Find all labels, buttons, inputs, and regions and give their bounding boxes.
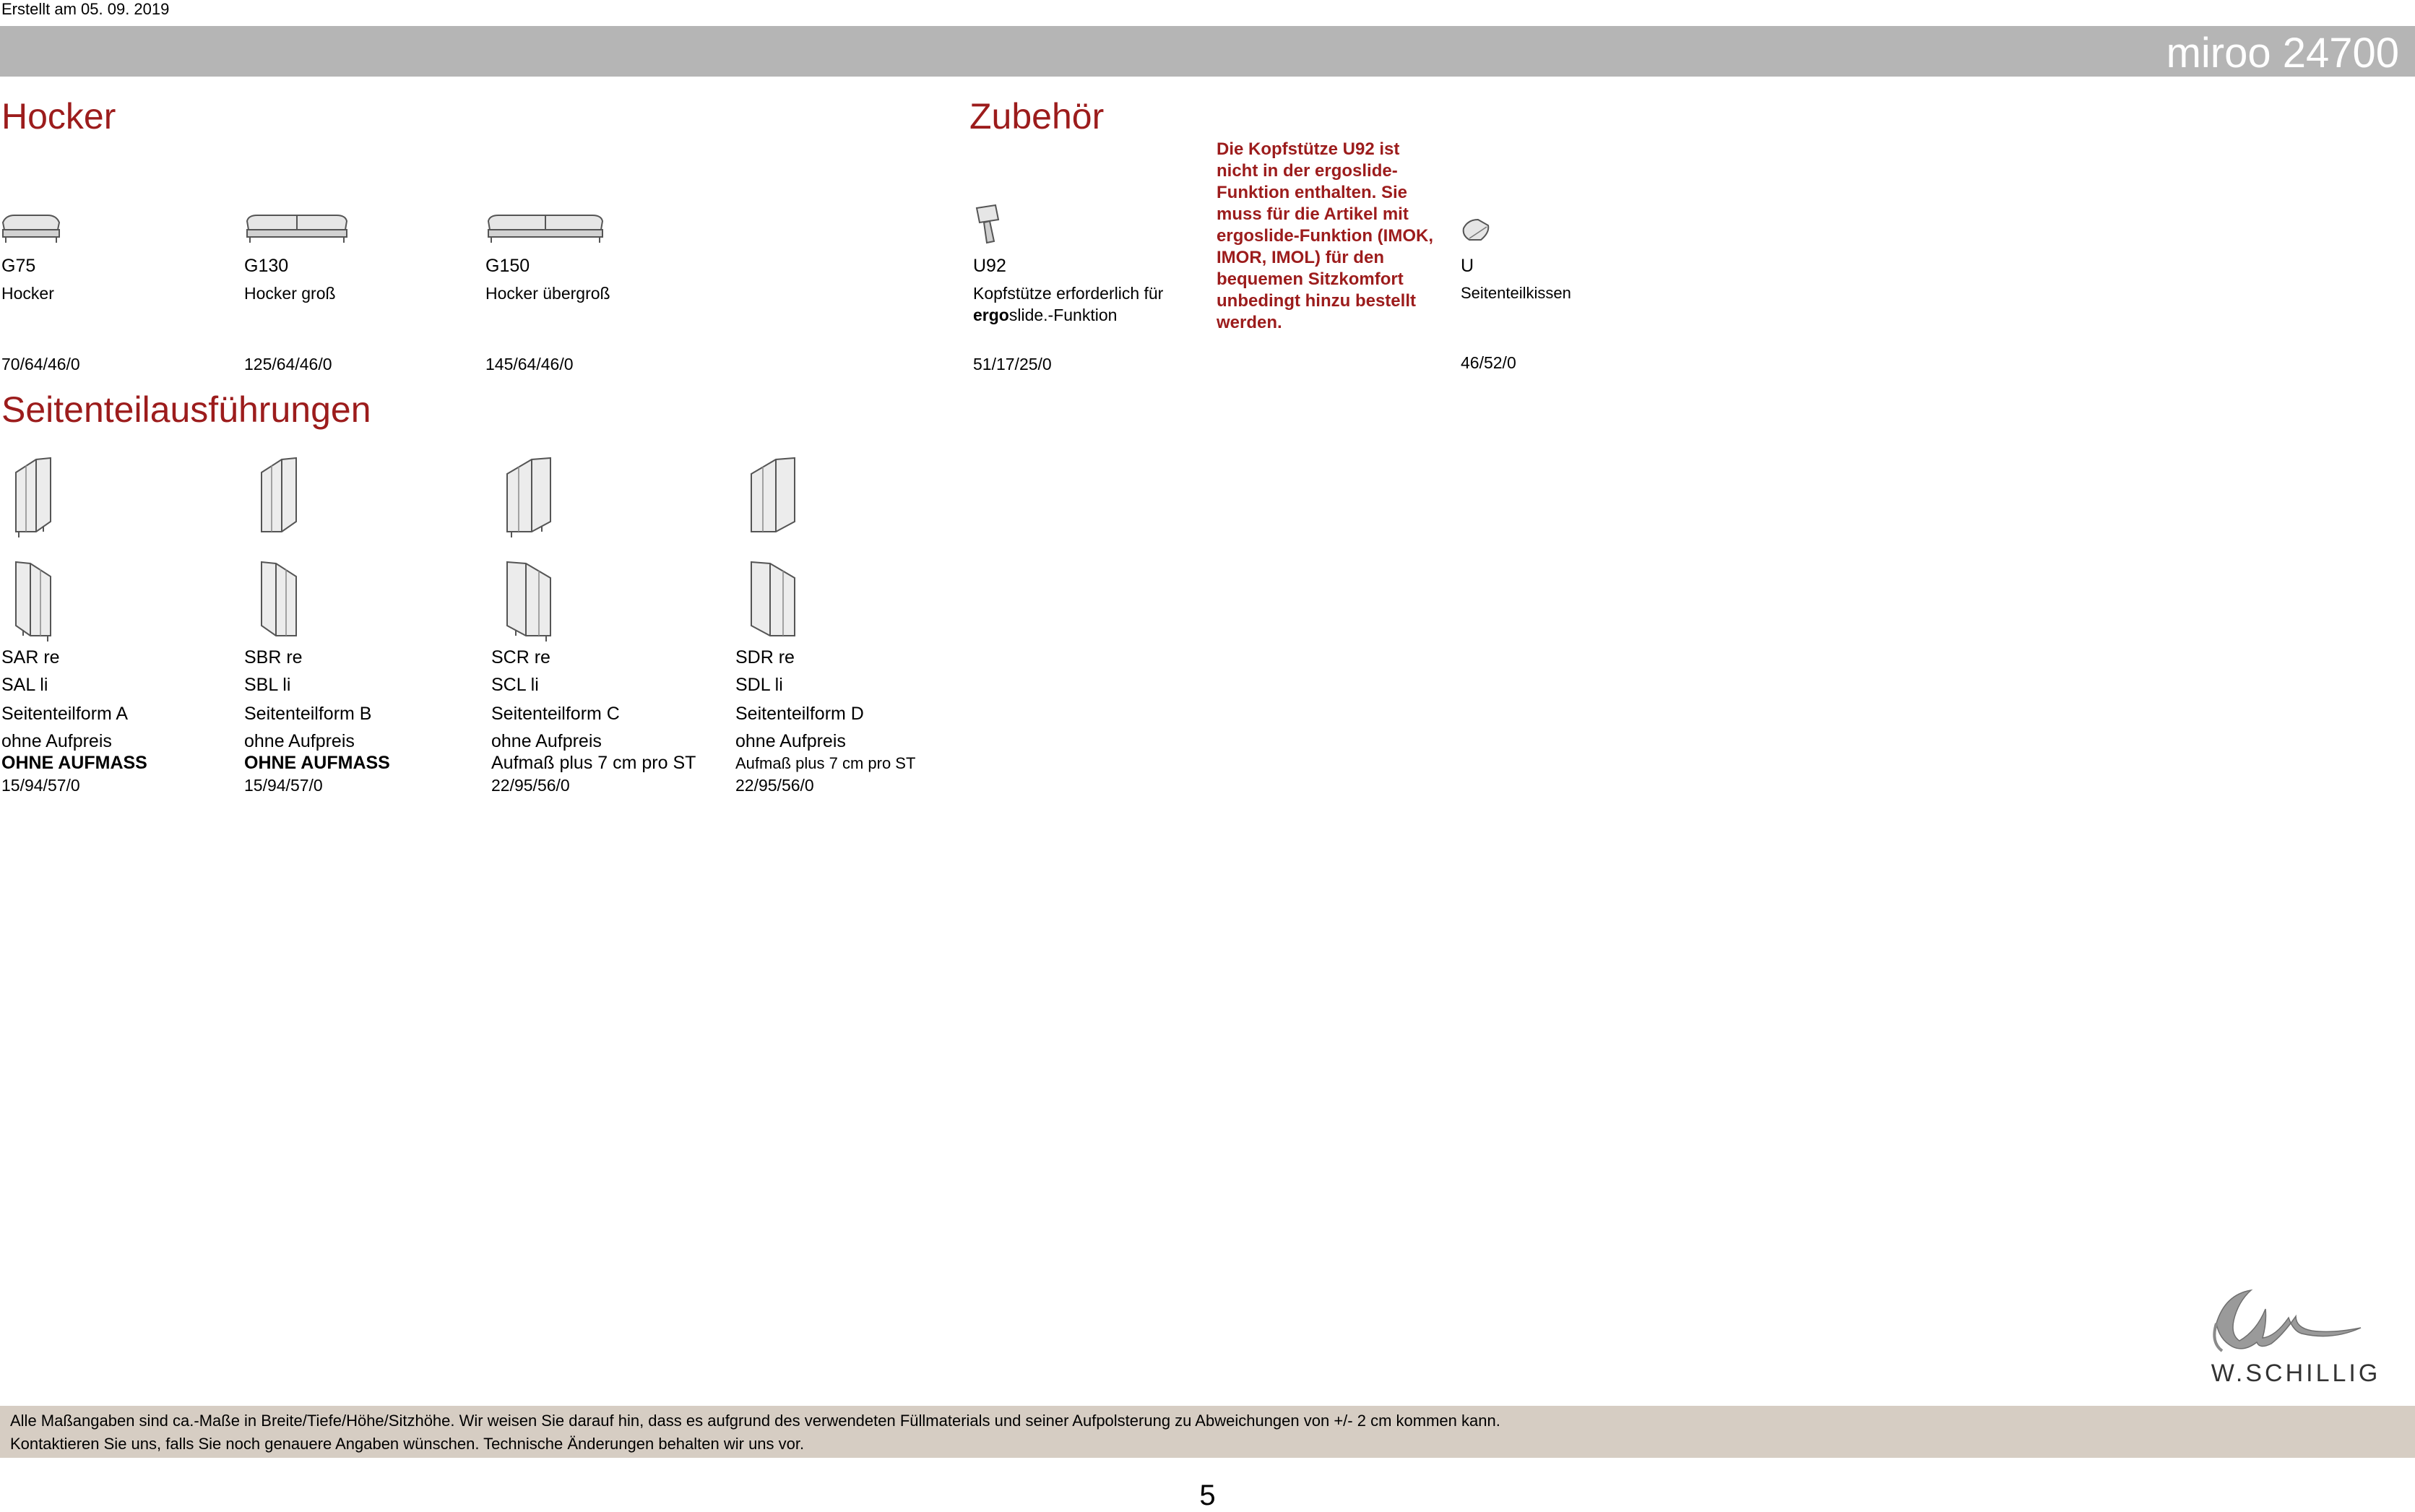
side-d-left-code: SDL li (735, 675, 783, 695)
side-c-dims: 22/95/56/0 (491, 776, 570, 795)
side-d-price: ohne Aufpreis (735, 731, 846, 751)
side-d-form: Seitenteilform D (735, 704, 864, 724)
hocker-g75-dims: 70/64/46/0 (1, 355, 80, 373)
section-title-seitenteil: Seitenteilausführungen (1, 389, 371, 430)
side-b-form: Seitenteilform B (244, 704, 372, 724)
side-b-left-code: SBL li (244, 675, 291, 695)
footer-disclaimer (0, 1406, 2415, 1458)
side-part-c-right-image (503, 455, 555, 539)
side-a-price: ohne Aufpreis (1, 731, 112, 751)
headrest-note: Die Kopfstütze U92 ist nicht in der ergoslide-Funktion enthalten. Sie muss für die Artikel mit ergoslide-Funktion (IMOK, IMOR, IMOL) für den bequemen Sitzkomfort unbedingt hinzu bestellt werden. (1217, 139, 1433, 332)
u-desc: Seitenteilkissen (1461, 284, 1571, 302)
side-part-d-right-image (747, 455, 799, 539)
side-part-d-left-image (747, 559, 799, 643)
side-part-a-right-image (12, 455, 55, 539)
side-a-left-code: SAL li (1, 675, 48, 695)
logo-text: W.SCHILLIG (2211, 1360, 2381, 1387)
u-dims: 46/52/0 (1461, 353, 1516, 372)
hocker-g150-name: Hocker übergroß (485, 284, 610, 303)
model-title: miroo 24700 (2166, 30, 2399, 77)
headrest-u92-image (974, 204, 1004, 246)
side-a-dims: 15/94/57/0 (1, 776, 80, 795)
hocker-g150-dims: 145/64/46/0 (485, 355, 574, 373)
side-b-right-code: SBR re (244, 647, 303, 668)
hocker-g75-image (0, 211, 62, 246)
side-part-b-right-image (257, 455, 301, 539)
u92-code: U92 (973, 256, 1006, 276)
footer-line-1: Alle Maßangaben sind ca.-Maße in Breite/Tiefe/Höhe/Sitzhöhe. Wir weisen Sie darauf hin, dass es aufgrund des verwendeten Füllmaterials und seiner Aufpolsterung zu Abweichungen von +/- 2 cm kommen kann. (10, 1412, 1500, 1430)
side-c-price: ohne Aufpreis (491, 731, 602, 751)
hocker-g150-code: G150 (485, 256, 530, 276)
side-d-right-code: SDR re (735, 647, 795, 668)
side-part-a-left-image (12, 559, 55, 643)
u-code: U (1461, 256, 1474, 276)
hocker-g130-name: Hocker groß (244, 284, 336, 303)
side-b-price: ohne Aufpreis (244, 731, 355, 751)
side-cushion-u-image (1461, 217, 1492, 244)
side-a-form: Seitenteilform A (1, 704, 129, 724)
footer-line-2: Kontaktieren Sie uns, falls Sie noch genauere Angaben wünschen. Technische Änderungen behalten wir uns vor. (10, 1435, 805, 1453)
section-title-zubehoer: Zubehör (969, 96, 1105, 137)
side-part-c-left-image (503, 559, 555, 643)
u92-desc-line2 (973, 306, 1117, 325)
side-b-extra: OHNE AUFMASS (244, 753, 390, 773)
side-a-extra: OHNE AUFMASS (1, 753, 147, 773)
section-title-hocker: Hocker (1, 96, 116, 137)
brand-logo (2187, 1280, 2404, 1388)
side-b-dims: 15/94/57/0 (244, 776, 323, 795)
u92-desc-rest: slide.-Funktion (1008, 306, 1118, 324)
hocker-g130-image (244, 211, 350, 246)
side-c-left-code: SCL li (491, 675, 539, 695)
hocker-g75-code: G75 (1, 256, 36, 276)
hocker-g130-dims: 125/64/46/0 (244, 355, 332, 373)
side-c-extra: Aufmaß plus 7 cm pro ST (491, 753, 696, 773)
side-d-extra: Aufmaß plus 7 cm pro ST (735, 754, 916, 772)
title-banner (0, 26, 2415, 77)
side-c-form: Seitenteilform C (491, 704, 620, 724)
page-number: 5 (1199, 1479, 1216, 1511)
u92-desc-line1: Kopfstütze erforderlich für (973, 284, 1164, 303)
hocker-g130-code: G130 (244, 256, 289, 276)
side-c-right-code: SCR re (491, 647, 550, 668)
side-d-dims: 22/95/56/0 (735, 776, 814, 795)
side-part-b-left-image (257, 559, 301, 643)
hocker-g150-image (485, 211, 605, 246)
side-a-right-code: SAR re (1, 647, 60, 668)
u92-dims: 51/17/25/0 (973, 355, 1052, 373)
u92-desc-bold: ergo (973, 306, 1009, 324)
logo-swoosh-icon (2187, 1280, 2404, 1388)
created-date: Erstellt am 05. 09. 2019 (1, 0, 170, 18)
hocker-g75-name: Hocker (1, 284, 54, 303)
